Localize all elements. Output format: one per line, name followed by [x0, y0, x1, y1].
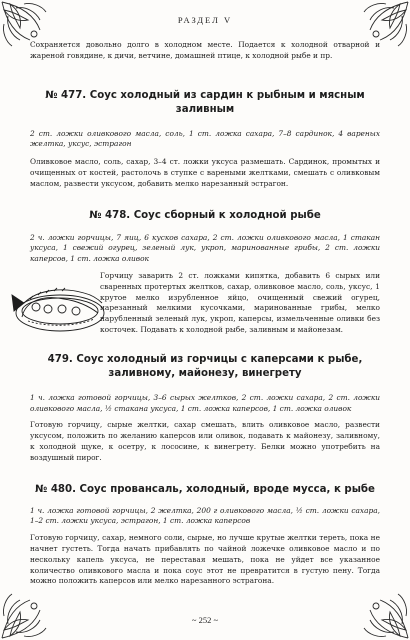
- running-header: РАЗДЕЛ V: [177, 15, 233, 25]
- recipe-text-478: Горчицу заварить 2 ст. ложками кипятка, добавить 6 сырых или сваренных протертых желтков, сахар, оливковое масло, соль, уксус, 1 крутое мелко изрубленное яйцо, очищенный свежий огурец, нарезанный мелкими кусочками, маринованные грибы, мелко нарубленный зеленый лук, укроп, каперсы, измельченные оливки без косточек. Подавать к холодной рыбе, заливным и майонезам.: [100, 270, 380, 334]
- intro-paragraph: Сохраняется довольно долго в холодном месте. Подается к холодной отварной и жареной говядине, к дичи, ветчине, домашней птице, к холодной рыбе и пр.: [30, 40, 380, 60]
- recipe-text-480: Готовую горчицу, сахар, немного соли, сырые, но лучше крутые желтки тереть, пока не начнет густеть. Тогда начать прибавлять по чайной ложечке оливковое масло и по нескольку капель уксуса, не переставая мешать, пока не уйдет все указанное количество оливкового масла и пока соус этот не превратится в густую пену. Тогда можно положить каперсов или мелко нарезанного эстрагона.: [30, 533, 380, 586]
- recipe-title-479: 479. Соус холодный из горчицы с каперсами к рыбе, заливному, майонезу, винегрету: [47, 353, 363, 379]
- page-content: [30, 40, 380, 587]
- recipe-title-477: № 477. Соус холодный из сардин к рыбным и мясным заливным: [45, 89, 365, 115]
- recipe-title-478: № 478. Соус сборный к холодной рыбе: [89, 209, 321, 221]
- fish-platter-illustration-icon: [6, 269, 108, 337]
- recipe-text-479: Готовую горчицу, сырые желтки, сахар смешать, влить оливковое масло, развести уксусом, положить по желанию каперсов или оливок, подавать к майонезу, заливному, к холодной щуке, к осетру, к лососине, к винегрету. Белки можно употребить на воздушный пирог.: [30, 420, 380, 462]
- recipe-title-480: № 480. Соус провансаль, холодный, вроде мусса, к рыбе: [35, 483, 375, 495]
- recipe-text-477: Оливковое масло, соль, сахар, 3–4 ст. ложки уксуса размешать. Сардинок, промытых и очищенных от костей, растолочь в ступке с вареными желтками, смешать с оливковым маслом, развести уксусом, добавить мелко нарезанный эстрагон.: [30, 157, 380, 188]
- recipe-ingredients-478: 2 ч. ложки горчицы, 7 яиц, 6 кусков сахара, 2 ст. ложки оливкового масла, 1 стакан уксуса, 1 свежий огурец, зеленый лук, укроп, маринованные грибы, 2 ст. ложки каперсов, 1 ст. ложка оливок: [30, 232, 380, 264]
- recipe-478-block: [30, 233, 380, 336]
- recipe-ingredients-480: 1 ч. ложка готовой горчицы, 2 желтка, 200 г оливкового масла, ½ ст. ложки сахара, 1–2 ст. ложки уксуса, эстрагон, 1 ст. ложка каперсов: [30, 505, 380, 526]
- recipe-ingredients-479: 1 ч. ложка готовой горчицы, 3–6 сырых желтков, 2 ст. ложки сахара, 2 ст. ложки оливкового масла, ½ стакана уксуса, 1 ст. ложка каперсов, 1 ст. ложка оливок: [30, 392, 380, 413]
- page-number: ~ 252 ~: [191, 615, 219, 625]
- recipe-ingredients-477: 2 ст. ложки оливкового масла, соль, 1 ст. ложка сахара, 7–8 сардинок, 4 вареных желтка, уксус, эстрагон: [30, 128, 380, 149]
